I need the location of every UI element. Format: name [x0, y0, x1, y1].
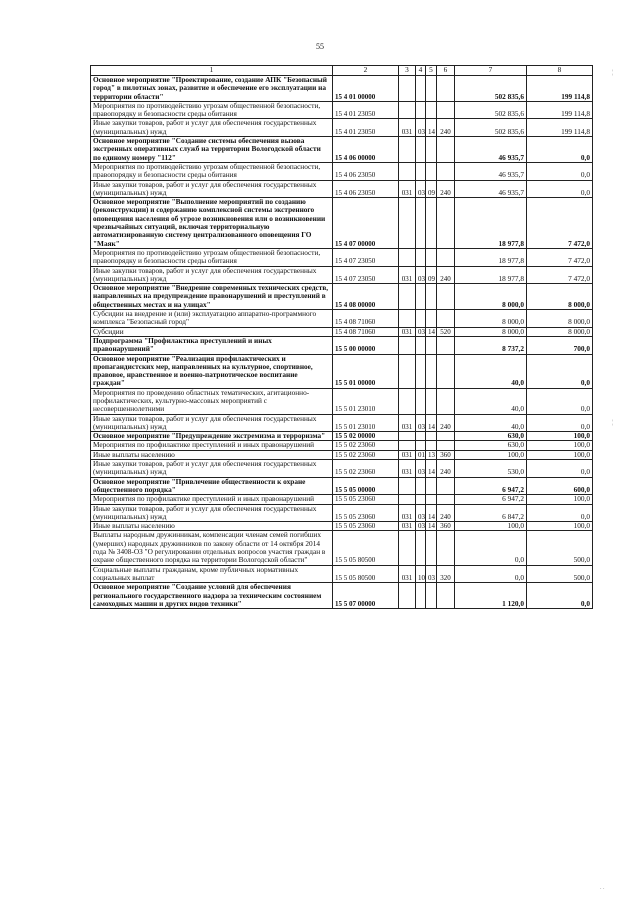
section-cell: [416, 477, 426, 495]
row-name-cell: Мероприятия по противодействию угрозам общественной безопасности, правопорядку и безопасности среды обитания: [91, 101, 333, 119]
section-cell: [416, 248, 426, 266]
budget-code-cell: 15 4 01 23050: [333, 101, 399, 119]
vr-cell: [399, 198, 416, 249]
amount-2023-cell: 100,0: [455, 450, 527, 459]
vr-cell: 031: [399, 180, 416, 198]
expense-type-cell: 240: [437, 119, 455, 137]
table-row: [91, 531, 593, 565]
amount-2023-cell: 0,0: [455, 565, 527, 583]
vr-cell: [399, 248, 416, 266]
expense-type-cell: 240: [437, 504, 455, 522]
subsection-cell: 03: [426, 565, 437, 583]
vr-cell: [399, 137, 416, 163]
subsection-cell: 14: [426, 414, 437, 432]
edge-mark: . .: [600, 885, 605, 891]
table-row: [91, 162, 593, 180]
vr-cell: 031: [399, 504, 416, 522]
section-cell: [416, 583, 426, 609]
budget-code-cell: 15 5 05 80500: [333, 565, 399, 583]
amount-2023-cell: 630,0: [455, 441, 527, 450]
expense-type-cell: 360: [437, 522, 455, 531]
section-cell: [416, 354, 426, 388]
table-row: [91, 284, 593, 310]
amount-2023-cell: 530,0: [455, 460, 527, 478]
vr-cell: [399, 441, 416, 450]
amount-2023-cell: 6 947,2: [455, 477, 527, 495]
vr-cell: [399, 531, 416, 565]
row-name-cell: Основное мероприятие "Реализация профилактических и пропагандистских мер, направленных на культурное, спортивное, правовое, нравственное и военно-патриотическое воспитание граждан": [91, 354, 333, 388]
subsection-cell: [426, 388, 437, 414]
table-row: [91, 504, 593, 522]
row-name-cell: Основное мероприятие "Создание системы обеспечения вызова экстренных оперативных служб на территории Вологодской области по единому номеру "112": [91, 137, 333, 163]
section-cell: [416, 101, 426, 119]
section-cell: 03: [416, 460, 426, 478]
amount-2023-cell: 40,0: [455, 388, 527, 414]
table-row: [91, 137, 593, 163]
budget-code-cell: 15 5 00 00000: [333, 336, 399, 354]
budget-code-cell: 15 5 05 23060: [333, 522, 399, 531]
table-row: [91, 310, 593, 328]
section-cell: 03: [416, 266, 426, 284]
expense-type-cell: [437, 477, 455, 495]
amount-2024-cell: 500,0: [527, 565, 593, 583]
subsection-cell: [426, 310, 437, 328]
vr-cell: [399, 432, 416, 441]
header-cell: 7: [455, 66, 527, 76]
amount-2024-cell: 100,0: [527, 441, 593, 450]
amount-2024-cell: 8 000,0: [527, 327, 593, 336]
subsection-cell: 14: [426, 504, 437, 522]
amount-2023-cell: 100,0: [455, 522, 527, 531]
vr-cell: [399, 101, 416, 119]
expense-type-cell: [437, 336, 455, 354]
vr-cell: [399, 336, 416, 354]
amount-2023-cell: 6 947,2: [455, 495, 527, 504]
row-name-cell: Основное мероприятие "Привлечение общественности к охране общественного порядка": [91, 477, 333, 495]
expense-type-cell: [437, 137, 455, 163]
section-cell: [416, 162, 426, 180]
section-cell: [416, 198, 426, 249]
row-name-cell: Мероприятия по профилактике преступлений и иных правонарушений: [91, 441, 333, 450]
amount-2024-cell: 600,0: [527, 477, 593, 495]
vr-cell: 031: [399, 460, 416, 478]
edge-mark: ¦: [612, 70, 614, 76]
expense-type-cell: [437, 248, 455, 266]
subsection-cell: [426, 531, 437, 565]
amount-2024-cell: 7 472,0: [527, 198, 593, 249]
budget-code-cell: 15 4 08 71060: [333, 310, 399, 328]
subsection-cell: [426, 162, 437, 180]
row-name-cell: Иные закупки товаров, работ и услуг для обеспечения государственных (муниципальных) нужд: [91, 504, 333, 522]
subsection-cell: [426, 495, 437, 504]
table-row: [91, 266, 593, 284]
budget-code-cell: 15 4 06 23050: [333, 162, 399, 180]
budget-code-cell: 15 5 05 23060: [333, 504, 399, 522]
expense-type-cell: [437, 101, 455, 119]
vr-cell: 031: [399, 565, 416, 583]
vr-cell: 031: [399, 266, 416, 284]
amount-2023-cell: 18 977,8: [455, 248, 527, 266]
amount-2024-cell: 0,0: [527, 414, 593, 432]
expense-type-cell: [437, 583, 455, 609]
row-name-cell: Иные закупки товаров, работ и услуг для обеспечения государственных (муниципальных) нужд: [91, 460, 333, 478]
amount-2024-cell: 7 472,0: [527, 248, 593, 266]
expense-type-cell: [437, 198, 455, 249]
header-cell: 6: [437, 66, 455, 76]
table-row: [91, 248, 593, 266]
row-name-cell: Основное мероприятие "Выполнение мероприятий по созданию (реконструкции) и содержанию комплексной системы экстренного оповещения населения об угрозе возникновения или о возникновении чрезвычайных ситуаций, включая территориальную автоматизированную систему централизованного оповещения ГО "Маяк": [91, 198, 333, 249]
row-name-cell: Иные закупки товаров, работ и услуг для обеспечения государственных (муниципальных) нужд: [91, 180, 333, 198]
vr-cell: [399, 583, 416, 609]
amount-2024-cell: 199 114,8: [527, 101, 593, 119]
amount-2024-cell: 0,0: [527, 583, 593, 609]
budget-code-cell: 15 4 01 00000: [333, 76, 399, 102]
expense-type-cell: 320: [437, 565, 455, 583]
subsection-cell: 14: [426, 119, 437, 137]
vr-cell: [399, 354, 416, 388]
expense-type-cell: [437, 432, 455, 441]
expense-type-cell: [437, 284, 455, 310]
amount-2023-cell: 6 847,2: [455, 504, 527, 522]
amount-2023-cell: 8 000,0: [455, 327, 527, 336]
budget-code-cell: 15 5 02 23060: [333, 450, 399, 459]
vr-cell: 031: [399, 450, 416, 459]
expense-type-cell: 520: [437, 327, 455, 336]
amount-2024-cell: 8 000,0: [527, 284, 593, 310]
section-cell: 03: [416, 180, 426, 198]
header-cell: 5: [426, 66, 437, 76]
vr-cell: [399, 477, 416, 495]
table-row: [91, 180, 593, 198]
section-cell: 10: [416, 565, 426, 583]
expense-type-cell: [437, 310, 455, 328]
budget-code-cell: 15 4 07 23050: [333, 248, 399, 266]
vr-cell: [399, 388, 416, 414]
row-name-cell: Иные выплаты населению: [91, 522, 333, 531]
subsection-cell: [426, 248, 437, 266]
budget-code-cell: 15 4 08 71060: [333, 327, 399, 336]
subsection-cell: 09: [426, 180, 437, 198]
table-header-row: [91, 66, 593, 76]
expense-type-cell: [437, 76, 455, 102]
header-cell: 8: [527, 66, 593, 76]
budget-code-cell: 15 4 06 23050: [333, 180, 399, 198]
row-name-cell: Основное мероприятие "Предупреждение экстремизма и терроризма": [91, 432, 333, 441]
budget-code-cell: 15 5 02 23060: [333, 460, 399, 478]
section-cell: [416, 432, 426, 441]
amount-2024-cell: 0,0: [527, 180, 593, 198]
section-cell: [416, 531, 426, 565]
row-name-cell: Иные закупки товаров, работ и услуг для обеспечения государственных (муниципальных) нужд: [91, 414, 333, 432]
subsection-cell: [426, 284, 437, 310]
expense-type-cell: [437, 531, 455, 565]
row-name-cell: Иные закупки товаров, работ и услуг для обеспечения государственных (муниципальных) нужд: [91, 266, 333, 284]
amount-2023-cell: 630,0: [455, 432, 527, 441]
section-cell: [416, 388, 426, 414]
amount-2024-cell: 100,0: [527, 522, 593, 531]
vr-cell: [399, 162, 416, 180]
table-row: [91, 414, 593, 432]
subsection-cell: [426, 354, 437, 388]
vr-cell: [399, 76, 416, 102]
amount-2023-cell: 18 977,8: [455, 266, 527, 284]
budget-code-cell: 15 5 02 23060: [333, 441, 399, 450]
table-row: [91, 119, 593, 137]
amount-2024-cell: 500,0: [527, 531, 593, 565]
amount-2023-cell: 502 835,6: [455, 119, 527, 137]
expense-type-cell: [437, 162, 455, 180]
table-row: [91, 441, 593, 450]
row-name-cell: Основное мероприятие "Внедрение современных технических средств, направленных на предупреждение правонарушений и преступлений в общественных местах и на улицах": [91, 284, 333, 310]
subsection-cell: 13: [426, 450, 437, 459]
subsection-cell: [426, 198, 437, 249]
expense-type-cell: [437, 388, 455, 414]
amount-2024-cell: 0,0: [527, 460, 593, 478]
amount-2023-cell: 1 120,0: [455, 583, 527, 609]
row-name-cell: Социальные выплаты гражданам, кроме публичных нормативных социальных выплат: [91, 565, 333, 583]
vr-cell: [399, 284, 416, 310]
header-cell: 2: [333, 66, 399, 76]
amount-2023-cell: 502 835,6: [455, 101, 527, 119]
section-cell: 03: [416, 504, 426, 522]
table-row: [91, 354, 593, 388]
section-cell: 03: [416, 414, 426, 432]
table-row: [91, 432, 593, 441]
vr-cell: 031: [399, 327, 416, 336]
table-row: [91, 336, 593, 354]
amount-2024-cell: 0,0: [527, 354, 593, 388]
budget-code-cell: 15 4 08 00000: [333, 284, 399, 310]
row-name-cell: Иные выплаты населению: [91, 450, 333, 459]
amount-2024-cell: 199 114,8: [527, 119, 593, 137]
budget-table: [90, 65, 593, 609]
amount-2023-cell: 502 835,6: [455, 76, 527, 102]
section-cell: [416, 137, 426, 163]
row-name-cell: Основное мероприятие "Проектирование, создание АПК "Безопасный город" в пилотных зонах, развитие и обеспечение его эксплуатации на территории области": [91, 76, 333, 102]
amount-2023-cell: 0,0: [455, 531, 527, 565]
table-row: [91, 198, 593, 249]
amount-2024-cell: 0,0: [527, 162, 593, 180]
budget-code-cell: 15 5 05 00000: [333, 477, 399, 495]
subsection-cell: [426, 583, 437, 609]
expense-type-cell: 240: [437, 180, 455, 198]
section-cell: [416, 441, 426, 450]
edge-mark: ¦: [612, 420, 614, 426]
row-name-cell: Иные закупки товаров, работ и услуг для обеспечения государственных (муниципальных) нужд: [91, 119, 333, 137]
table-row: [91, 388, 593, 414]
row-name-cell: Выплаты народным дружинникам, компенсации членам семей погибших (умерших) народных дружинников по закону области от 14 октября 2014 года № 3408-ОЗ "О регулировании отдельных вопросов участия граждан в охране общественного порядка на территории Вологодской области": [91, 531, 333, 565]
expense-type-cell: 240: [437, 266, 455, 284]
section-cell: 01: [416, 450, 426, 459]
section-cell: [416, 76, 426, 102]
section-cell: 03: [416, 119, 426, 137]
header-cell: 3: [399, 66, 416, 76]
amount-2024-cell: 0,0: [527, 137, 593, 163]
budget-code-cell: 15 5 07 00000: [333, 583, 399, 609]
row-name-cell: Мероприятия по противодействию угрозам общественной безопасности, правопорядку и безопасности среды обитания: [91, 248, 333, 266]
expense-type-cell: [437, 354, 455, 388]
row-name-cell: Основное мероприятие "Создание условий для обеспечения регионального государственного надзора за техническим состоянием самоходных машин и других видов техники": [91, 583, 333, 609]
amount-2023-cell: 18 977,8: [455, 198, 527, 249]
expense-type-cell: [437, 441, 455, 450]
amount-2024-cell: 0,0: [527, 388, 593, 414]
subsection-cell: 14: [426, 522, 437, 531]
header-cell: 1: [91, 66, 333, 76]
subsection-cell: 14: [426, 327, 437, 336]
subsection-cell: [426, 441, 437, 450]
amount-2023-cell: 40,0: [455, 354, 527, 388]
amount-2024-cell: 100,0: [527, 495, 593, 504]
subsection-cell: [426, 137, 437, 163]
budget-code-cell: 15 5 01 23010: [333, 414, 399, 432]
amount-2023-cell: 8 000,0: [455, 310, 527, 328]
budget-code-cell: 15 4 07 00000: [333, 198, 399, 249]
amount-2023-cell: 8 000,0: [455, 284, 527, 310]
table-row: [91, 477, 593, 495]
amount-2023-cell: 46 935,7: [455, 180, 527, 198]
budget-code-cell: 15 5 05 23060: [333, 495, 399, 504]
amount-2023-cell: 46 935,7: [455, 162, 527, 180]
amount-2024-cell: 100,0: [527, 450, 593, 459]
row-name-cell: Мероприятия по противодействию угрозам общественной безопасности, правопорядку и безопасности среды обитания: [91, 162, 333, 180]
subsection-cell: [426, 76, 437, 102]
vr-cell: [399, 495, 416, 504]
header-cell: 4: [416, 66, 426, 76]
subsection-cell: [426, 101, 437, 119]
row-name-cell: Субсидии на внедрение и (или) эксплуатацию аппаратно-программного комплекса "Безопасный город": [91, 310, 333, 328]
amount-2023-cell: 46 935,7: [455, 137, 527, 163]
amount-2024-cell: 7 472,0: [527, 266, 593, 284]
table-row: [91, 583, 593, 609]
budget-code-cell: 15 4 06 00000: [333, 137, 399, 163]
budget-code-cell: 15 5 01 23010: [333, 388, 399, 414]
amount-2024-cell: 700,0: [527, 336, 593, 354]
expense-type-cell: [437, 495, 455, 504]
vr-cell: 031: [399, 522, 416, 531]
table-row: [91, 76, 593, 102]
page-number: 55: [316, 42, 324, 51]
budget-code-cell: 15 4 01 23050: [333, 119, 399, 137]
vr-cell: 031: [399, 414, 416, 432]
vr-cell: 031: [399, 119, 416, 137]
row-name-cell: Мероприятия по профилактике преступлений и иных правонарушений: [91, 495, 333, 504]
expense-type-cell: 360: [437, 450, 455, 459]
subsection-cell: [426, 432, 437, 441]
subsection-cell: 09: [426, 266, 437, 284]
vr-cell: [399, 310, 416, 328]
amount-2024-cell: 199 114,8: [527, 76, 593, 102]
budget-code-cell: 15 5 02 00000: [333, 432, 399, 441]
expense-type-cell: 240: [437, 460, 455, 478]
amount-2024-cell: 0,0: [527, 504, 593, 522]
table-row: [91, 101, 593, 119]
budget-code-cell: 15 5 01 00000: [333, 354, 399, 388]
subsection-cell: [426, 477, 437, 495]
table-row: [91, 450, 593, 459]
budget-code-cell: 15 5 05 80500: [333, 531, 399, 565]
table-row: [91, 565, 593, 583]
amount-2023-cell: 8 737,2: [455, 336, 527, 354]
budget-code-cell: 15 4 07 23050: [333, 266, 399, 284]
amount-2024-cell: 8 000,0: [527, 310, 593, 328]
table-row: [91, 495, 593, 504]
table-row: [91, 327, 593, 336]
section-cell: [416, 336, 426, 354]
subsection-cell: [426, 336, 437, 354]
table-row: [91, 460, 593, 478]
row-name-cell: Субсидии: [91, 327, 333, 336]
amount-2023-cell: 40,0: [455, 414, 527, 432]
amount-2024-cell: 100,0: [527, 432, 593, 441]
section-cell: [416, 495, 426, 504]
section-cell: 03: [416, 327, 426, 336]
table-row: [91, 522, 593, 531]
section-cell: [416, 284, 426, 310]
section-cell: 03: [416, 522, 426, 531]
section-cell: [416, 310, 426, 328]
expense-type-cell: 240: [437, 414, 455, 432]
subsection-cell: 14: [426, 460, 437, 478]
row-name-cell: Мероприятия по проведению областных тематических, агитационно-профилактических, культурно-массовых мероприятий с несовершеннолетними: [91, 388, 333, 414]
row-name-cell: Подпрограмма "Профилактика преступлений и иных правонарушений": [91, 336, 333, 354]
